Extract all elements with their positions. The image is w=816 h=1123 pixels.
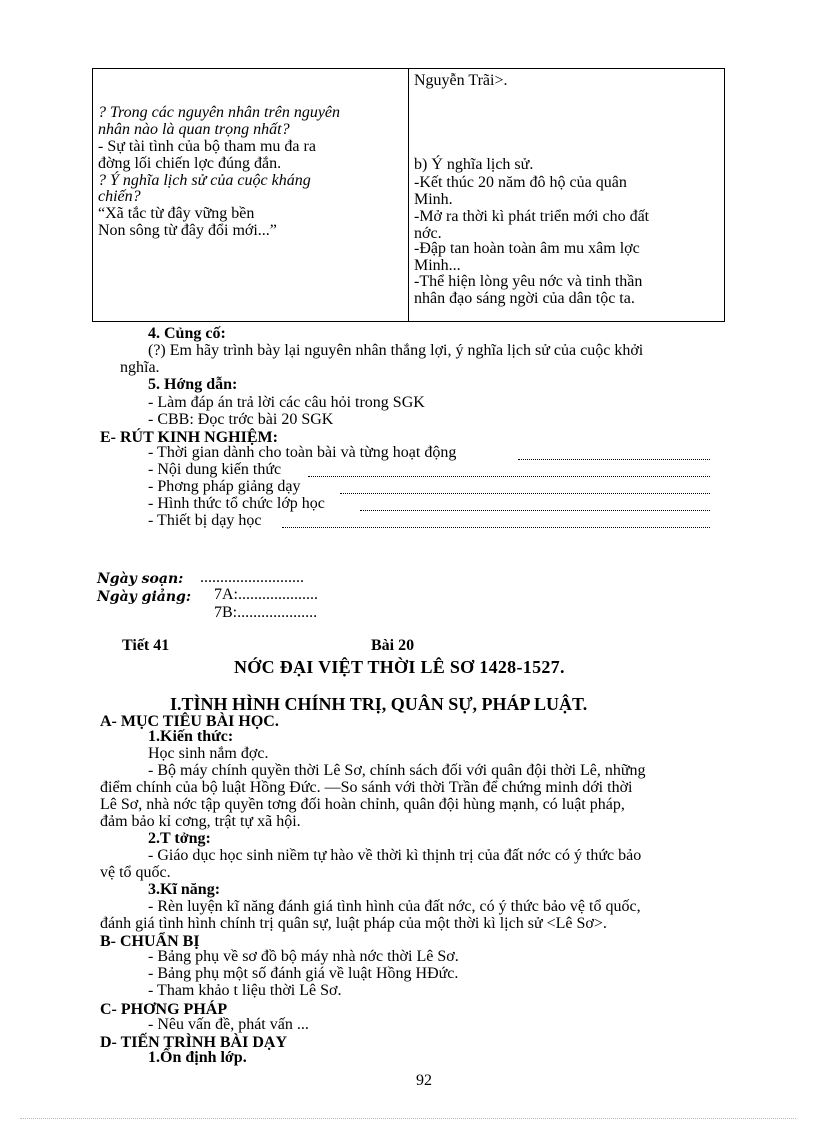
- ngay-giang-label: Ngày giảng:: [97, 589, 191, 605]
- kinang-line: đánh giá tình hình chính trị quân sự, luật pháp của một thời kì lịch sử <Lê Sơ>.: [100, 915, 607, 932]
- fill-in-dots: [282, 526, 710, 528]
- tutuong-heading: 2.T tởng:: [148, 830, 211, 847]
- left-cell-answer: đờng lối chiến lợc đúng đắn.: [98, 155, 282, 172]
- kienthuc-line: Học sinh nắm đợc.: [148, 745, 269, 762]
- lesson-title: NỚC ĐẠI VIỆT THỜI LÊ SƠ 1428-1527.: [234, 657, 565, 677]
- rkn-item: - Phơng pháp giảng dạy: [148, 478, 301, 495]
- phuongphap-heading: C- PHƠNG PHÁP: [100, 1001, 228, 1018]
- right-cell-line: -Đập tan hoàn toàn âm mu xâm lợc: [414, 240, 640, 257]
- right-cell-heading: b) Ý nghĩa lịch sử.: [414, 156, 534, 173]
- right-cell-top-line: Nguyễn Trãi>.: [414, 72, 508, 89]
- phuongphap-item: - Nêu vấn đề, phát vấn ...: [148, 1016, 309, 1033]
- lesson-subtitle: I.TÌNH HÌNH CHÍNH TRỊ, QUÂN SỰ, PHÁP LUẬT.: [170, 694, 588, 714]
- kienthuc-line: - Bộ máy chính quyền thời Lê Sơ, chính sách đối với quân đội thời Lê, những: [148, 762, 646, 779]
- rutkinhnghiem-heading: E- RÚT KINH NGHIỆM:: [100, 429, 278, 446]
- table-column-divider: [408, 69, 409, 321]
- huongdan-heading: 5. Hớng dẫn:: [148, 376, 238, 393]
- left-cell-quote: Non sông từ đây đổi mới...”: [98, 222, 277, 239]
- kienthuc-line: đảm bảo kỉ cơng, trật tự xã hội.: [100, 813, 301, 830]
- fill-in-dots: [308, 475, 710, 477]
- chuanbi-heading: B- CHUẨN BỊ: [100, 933, 200, 950]
- left-cell-question: ? Trong các nguyên nhân trên nguyên: [98, 104, 341, 121]
- chuanbi-item: - Bảng phụ về sơ đồ bộ máy nhà nớc thời Lê Sơ.: [148, 948, 459, 965]
- cungco-text: nghĩa.: [120, 359, 160, 376]
- kienthuc-line: Lê Sơ, nhà nớc tập quyền tơng đối hoàn chỉnh, quân đội hùng mạnh, có luật pháp,: [100, 796, 625, 813]
- tientrinh-heading: D- TIẾN TRÌNH BÀI DẠY: [100, 1034, 287, 1051]
- cungco-heading: 4. Củng cố:: [148, 325, 226, 342]
- right-cell-line: nớc.: [414, 225, 442, 242]
- right-cell-line: nhân đạo sáng ngời của dân tộc ta.: [414, 290, 635, 307]
- bai-label: Bài 20: [371, 637, 415, 654]
- chuanbi-item: - Tham khảo t liệu thời Lê Sơ.: [148, 982, 342, 999]
- class-7b: 7B:....................: [214, 604, 318, 621]
- tiet-label: Tiết 41: [122, 637, 170, 654]
- class-7a: 7A:....................: [214, 586, 318, 603]
- kienthuc-line: điểm chính của bộ luật Hồng Đức. —So sánh với thời Trần để chứng minh dới thời: [100, 779, 633, 796]
- right-cell-line: -Thể hiện lòng yêu nớc và tinh thần: [414, 273, 643, 290]
- muctieu-heading: A- MỤC TIÊU BÀI HỌC.: [100, 713, 279, 730]
- huongdan-item: - Làm đáp án trả lời các câu hỏi trong SGK: [148, 394, 425, 411]
- ondinh-heading: 1.Ổn định lớp.: [148, 1049, 247, 1066]
- rkn-item: - Thời gian dành cho toàn bài và từng hoạt động: [148, 444, 457, 461]
- tutuong-line: vệ tổ quốc.: [100, 864, 171, 881]
- page-bottom-border: [20, 1118, 796, 1119]
- right-cell-line: -Kết thúc 20 năm đô hộ của quân: [414, 174, 627, 191]
- right-cell-line: -Mở ra thời kì phát triển mới cho đất: [414, 208, 650, 225]
- left-cell-question: nhân nào là quan trọng nhất?: [98, 121, 290, 138]
- rkn-item: - Hình thức tổ chức lớp học: [148, 495, 325, 512]
- fill-in-dots: [340, 492, 710, 494]
- right-cell-line: Minh...: [414, 257, 461, 274]
- cungco-text: (?) Em hãy trình bày lại nguyên nhân thắng lợi, ý nghĩa lịch sử của cuộc khởi: [148, 342, 644, 359]
- rkn-item: - Thiết bị dạy học: [148, 512, 262, 529]
- huongdan-item: - CBB: Đọc trớc bài 20 SGK: [148, 411, 334, 428]
- left-cell-quote: “Xã tắc từ đây vững bền: [98, 205, 255, 222]
- fill-in-dots: [518, 458, 710, 460]
- chuanbi-item: - Bảng phụ một số đánh giá về luật Hồng HĐức.: [148, 965, 459, 982]
- right-cell-line: Minh.: [414, 191, 453, 208]
- fill-in-dots: [360, 509, 710, 511]
- kinang-line: - Rèn luyện kĩ năng đánh giá tình hình của đất nớc, có ý thức bảo vệ tổ quốc,: [148, 898, 641, 915]
- kinang-heading: 3.Kĩ năng:: [148, 881, 221, 898]
- left-cell-question: chiến?: [98, 188, 141, 205]
- kienthuc-heading: 1.Kiến thức:: [148, 728, 234, 745]
- ngay-soan-dots: ..........................: [200, 569, 304, 586]
- left-cell-question: ? Ý nghĩa lịch sử của cuộc kháng: [98, 172, 311, 189]
- left-cell-answer: - Sự tài tình của bộ tham mu đa ra: [98, 138, 316, 155]
- page-number: 92: [416, 1072, 432, 1089]
- tutuong-line: - Giáo dục học sinh niềm tự hào về thời kì thịnh trị của đất nớc có ý thức bảo: [148, 847, 642, 864]
- rkn-item: - Nội dung kiến thức: [148, 461, 282, 478]
- ngay-soan-label: Ngày soạn:: [97, 571, 184, 587]
